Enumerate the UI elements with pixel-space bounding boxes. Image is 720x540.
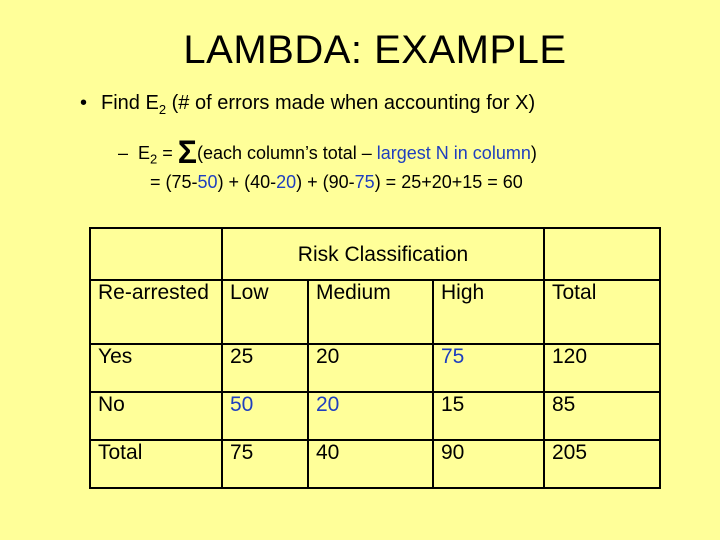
cell-yes-high: 75 (433, 344, 544, 392)
slide-title: LAMBDA: EXAMPLE (183, 28, 567, 72)
bullet-subscript: 2 (158, 102, 167, 117)
row-label-yes: Yes (90, 344, 222, 392)
calculation-line (150, 172, 523, 193)
header-medium: Medium (308, 280, 433, 344)
formula-part3: ) (530, 143, 537, 163)
cell-no-medium: 20 (308, 392, 433, 440)
cell-total-total: 205 (544, 440, 660, 488)
table-header-row (90, 280, 660, 344)
bullet-prefix: Find E (101, 92, 159, 114)
cell-no-total: 85 (544, 392, 660, 440)
header-low: Low (222, 280, 308, 344)
calc-text-1: = (75- (150, 172, 198, 192)
formula-equals: = (157, 143, 178, 163)
cell-yes-total: 120 (544, 344, 660, 392)
row-label-total: Total (90, 440, 222, 488)
cell-no-high: 15 (433, 392, 544, 440)
bullet-suffix: (# of errors made when accounting for X) (166, 92, 536, 114)
risk-classification-header: Risk Classification (222, 228, 544, 280)
sigma-symbol: Σ (177, 134, 197, 170)
calc-value-3: 75 (354, 172, 375, 192)
cell-total-medium: 40 (308, 440, 433, 488)
cell-total-high: 90 (433, 440, 544, 488)
cell-total-low: 75 (222, 440, 308, 488)
header-rearrested: Re-arrested (90, 280, 222, 344)
formula-dash: – (118, 143, 129, 163)
table-row (90, 344, 660, 392)
formula-lhs-subscript: 2 (150, 151, 158, 167)
table-header-blank-cell (544, 228, 660, 280)
formula-lhs: E (138, 143, 151, 163)
formula-line (118, 134, 537, 171)
table-row (90, 440, 660, 488)
bullet-find-e2 (80, 92, 535, 117)
calc-value-2: 20 (276, 172, 297, 192)
calc-text-3: ) + (90- (296, 172, 355, 192)
bullet-dot-icon: • (80, 92, 88, 114)
table-group-header-row (90, 228, 660, 280)
calc-text-2: ) + (40- (217, 172, 277, 192)
calc-text-4: ) = 25+20+15 = 60 (374, 172, 523, 192)
table-row (90, 392, 660, 440)
table-corner-cell (90, 228, 222, 280)
formula-part1: (each column’s total – (197, 143, 377, 163)
cell-no-low: 50 (222, 392, 308, 440)
header-high: High (433, 280, 544, 344)
calc-value-1: 50 (197, 172, 218, 192)
cell-yes-medium: 20 (308, 344, 433, 392)
row-label-no: No (90, 392, 222, 440)
header-total: Total (544, 280, 660, 344)
risk-classification-table (89, 227, 661, 489)
cell-yes-low: 25 (222, 344, 308, 392)
formula-largest-n: largest N in column (376, 143, 531, 163)
